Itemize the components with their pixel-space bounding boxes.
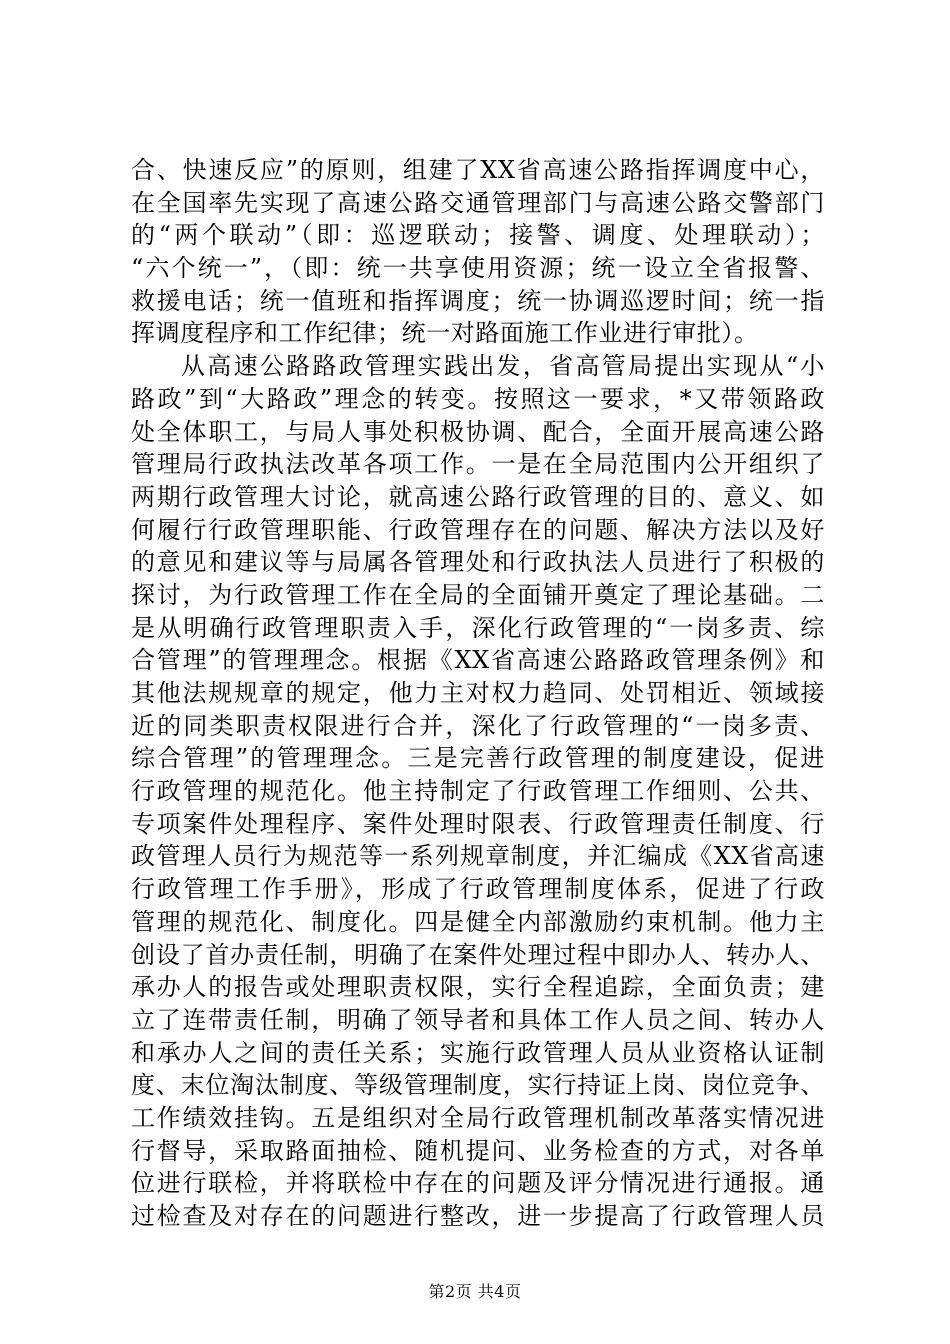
text-line: 行督导，采取路面抽检、随机提问、业务检查的方式，对各单 [131, 1136, 825, 1165]
text-line: 专项案件处理程序、案件处理时限表、行政管理责任制度、行 [131, 809, 825, 838]
text-line: 创设了首办责任制，明确了在案件处理过程中即办人、转办人、 [131, 940, 825, 969]
text-line: 从高速公路路政管理实践出发，省高管局提出实现从“小 [181, 352, 825, 381]
text-line: 救援电话；统一值班和指挥调度；统一协调巡逻时间；统一指 [131, 286, 825, 315]
text-line: 挥调度程序和工作纪律；统一对路面施工作业进行审批）。 [131, 319, 759, 348]
text-line: “六个统一”，（即：统一共享使用资源；统一设立全省报警、 [131, 254, 825, 283]
page-number-label: 第2页 共4页 [428, 1282, 522, 1301]
text-line: 行政管理工作手册》，形成了行政管理制度体系，促进了行政 [131, 875, 825, 904]
text-line: 综合管理”的管理理念。三是完善行政管理的制度建设，促进 [131, 744, 825, 773]
text-line: 的“两个联动”（即：巡逻联动；接警、调度、处理联动）； [131, 221, 825, 250]
text-line: 和承办人之间的责任关系；实施行政管理人员从业资格认证制 [131, 1038, 825, 1067]
text-line: 路政”到“大路政”理念的转变。按照这一要求，*又带领路政 [131, 384, 825, 413]
text-line: 处全体职工，与局人事处积极协调、配合，全面开展高速公路 [131, 417, 825, 446]
text-line: 行政管理的规范化。他主持制定了行政管理工作细则、公共、 [131, 777, 825, 806]
text-line: 承办人的报告或处理职责权限，实行全程追踪，全面负责；建 [131, 973, 825, 1002]
text-line: 在全国率先实现了高速公路交通管理部门与高速公路交警部门 [131, 188, 825, 217]
text-line: 是从明确行政管理职责入手，深化行政管理的“一岗多责、综 [131, 613, 825, 642]
text-line: 近的同类职责权限进行合并，深化了行政管理的“一岗多责、 [131, 711, 825, 740]
text-line: 过检查及对存在的问题进行整改，进一步提高了行政管理人员 [131, 1202, 825, 1230]
text-line: 合、快速反应”的原则，组建了XX省高速公路指挥调度中心， [131, 156, 825, 184]
text-line: 位进行联检，并将联检中存在的问题及评分情况进行通报。通 [131, 1169, 825, 1198]
text-line: 两期行政管理大讨论，就高速公路行政管理的目的、意义、如 [131, 482, 825, 511]
text-line: 探讨，为行政管理工作在全局的全面铺开奠定了理论基础。二 [131, 580, 825, 609]
text-line: 何履行行政管理职能、行政管理存在的问题、解决方法以及好 [131, 515, 825, 544]
text-line: 立了连带责任制，明确了领导者和具体工作人员之间、转办人 [131, 1005, 825, 1034]
text-line: 工作绩效挂钩。五是组织对全局行政管理机制改革落实情况进 [131, 1103, 825, 1132]
text-line: 度、末位淘汰制度、等级管理制度，实行持证上岗、岗位竞争、 [131, 1071, 825, 1100]
page-footer [0, 1279, 950, 1302]
text-line: 合管理”的管理理念。根据《XX省高速公路路政管理条例》和 [131, 646, 825, 675]
document-body [131, 154, 825, 1233]
text-line: 管理局行政执法改革各项工作。一是在全局范围内公开组织了 [131, 450, 825, 479]
text-line: 其他法规规章的规定，他力主对权力趋同、处罚相近、领域接 [131, 679, 825, 707]
text-line: 的意见和建议等与局属各管理处和行政执法人员进行了积极的 [131, 548, 825, 577]
text-line: 政管理人员行为规范等一系列规章制度，并汇编成《XX省高速 [131, 842, 825, 871]
text-line: 管理的规范化、制度化。四是健全内部激励约束机制。他力主 [131, 907, 825, 936]
